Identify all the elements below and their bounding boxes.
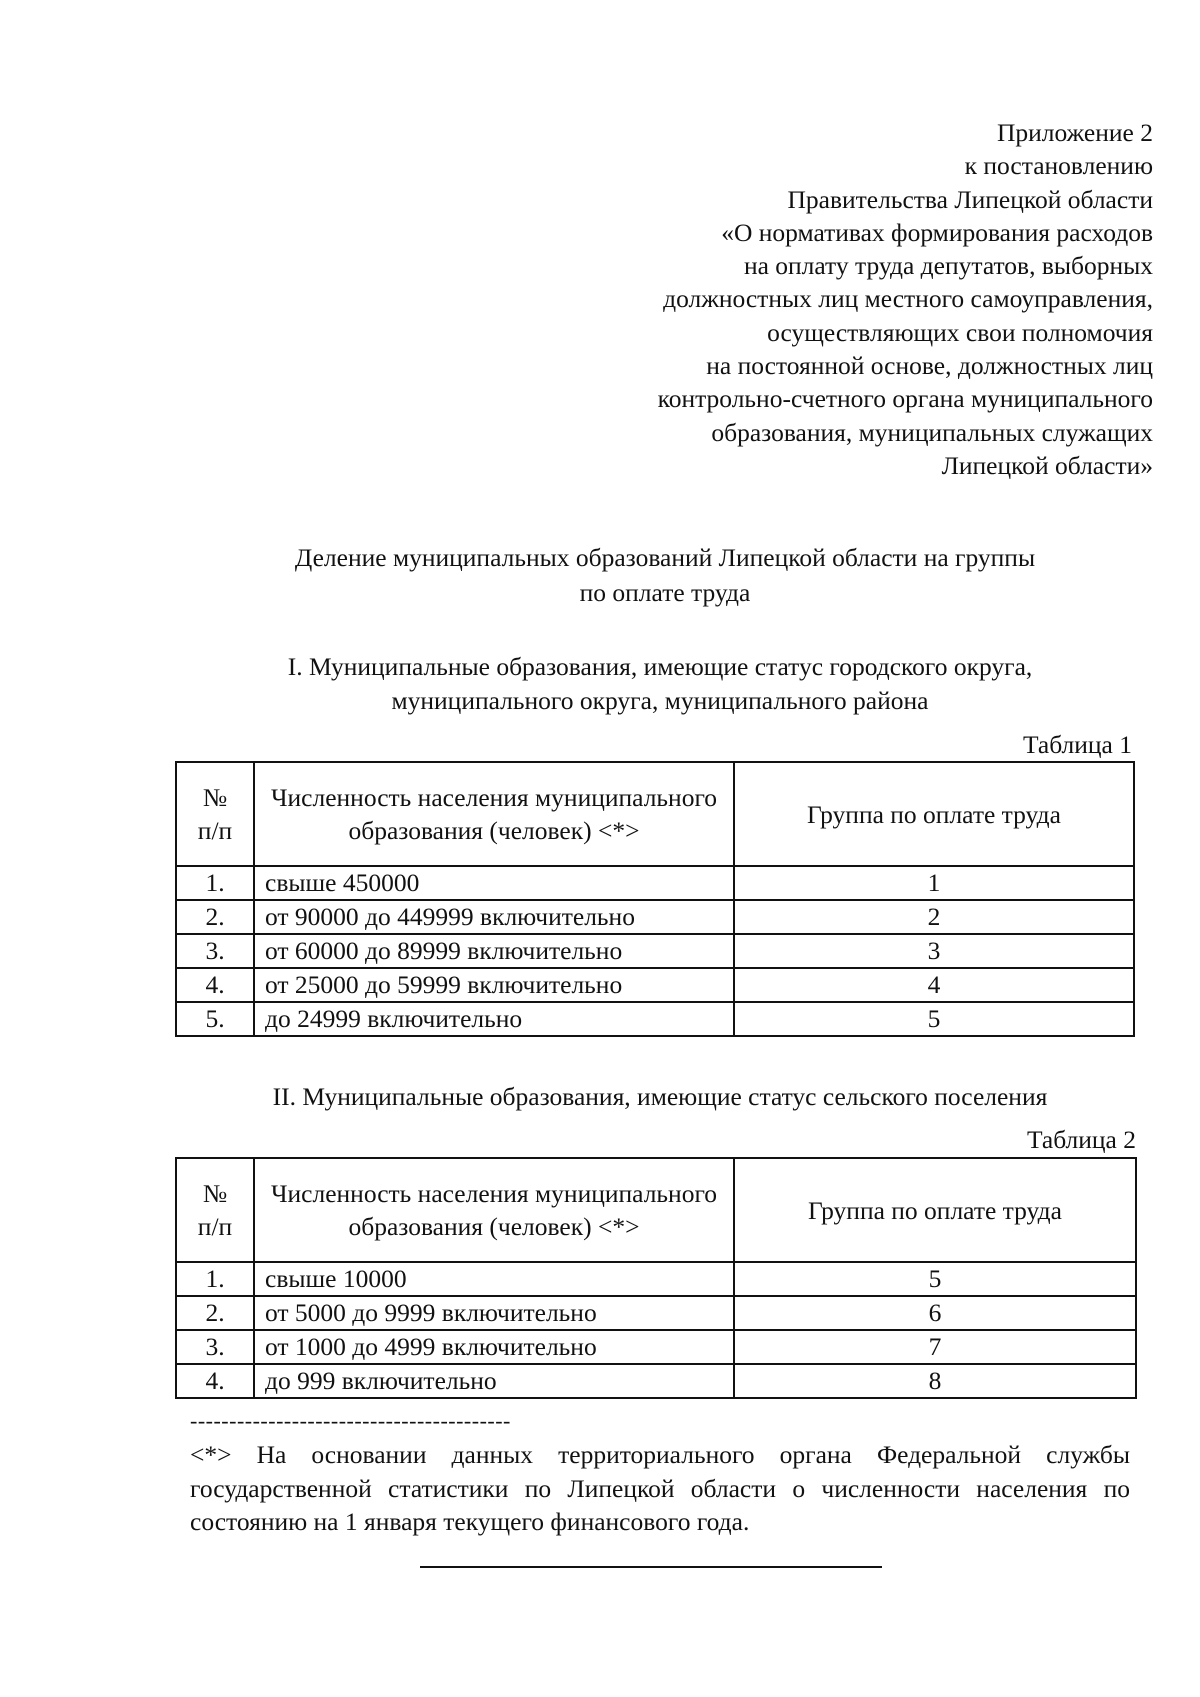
section-2-heading bbox=[0, 1080, 1200, 1114]
title-line-1: Деление муниципальных образований Липецкой области на группы bbox=[294, 543, 1036, 572]
table-row bbox=[176, 934, 1134, 968]
row-population: от 60000 до 89999 включительно bbox=[254, 934, 734, 968]
row-population: от 5000 до 9999 включительно bbox=[254, 1296, 734, 1330]
section-1-heading bbox=[0, 650, 1200, 718]
row-population: свыше 10000 bbox=[254, 1262, 734, 1296]
table-row bbox=[176, 1296, 1136, 1330]
section-2-line-1: II. Муниципальные образования, имеющие статус сельского поселения bbox=[272, 1082, 1048, 1111]
row-group: 6 bbox=[734, 1296, 1136, 1330]
header-group: Группа по оплате труда bbox=[734, 762, 1134, 866]
row-group: 7 bbox=[734, 1330, 1136, 1364]
row-num: 4. bbox=[176, 968, 254, 1002]
table-2-label: Таблица 2 bbox=[1026, 1125, 1136, 1154]
header-population: Численность населения муниципального образования (человек) <*> bbox=[254, 762, 734, 866]
section-1-line-2: муниципального округа, муниципального района bbox=[391, 686, 929, 715]
appendix-header bbox=[513, 116, 1153, 482]
row-group: 1 bbox=[734, 866, 1134, 900]
header-num: № п/п bbox=[176, 762, 254, 866]
table-row bbox=[176, 900, 1134, 934]
header-line: образования, муниципальных служащих bbox=[711, 417, 1153, 447]
table-2 bbox=[175, 1157, 1137, 1399]
footnote-separator: ----------------------------------------- bbox=[190, 1408, 511, 1433]
footnote-text: <*> На основании данных территориального органа Федеральной службы государственной статистики по Липецкой области о численности населения по состоянию на 1 января текущего финансового года. bbox=[190, 1440, 1130, 1536]
row-population: от 25000 до 59999 включительно bbox=[254, 968, 734, 1002]
header-line: Приложение 2 bbox=[997, 118, 1153, 147]
table-header-row bbox=[176, 1158, 1136, 1262]
header-line: на оплату труда депутатов, выборных bbox=[743, 251, 1153, 281]
row-num: 2. bbox=[176, 1296, 254, 1330]
table-row bbox=[176, 968, 1134, 1002]
row-group: 5 bbox=[734, 1002, 1134, 1036]
row-population: от 90000 до 449999 включительно bbox=[254, 900, 734, 934]
row-group: 5 bbox=[734, 1262, 1136, 1296]
row-group: 3 bbox=[734, 934, 1134, 968]
row-num: 3. bbox=[176, 934, 254, 968]
title-line-2: по оплате труда bbox=[579, 578, 751, 607]
section-1-line-1: I. Муниципальные образования, имеющие статус городского округа, bbox=[287, 652, 1033, 681]
header-line: осуществляющих свои полномочия bbox=[767, 317, 1153, 347]
header-group: Группа по оплате труда bbox=[734, 1158, 1136, 1262]
row-population: от 1000 до 4999 включительно bbox=[254, 1330, 734, 1364]
row-population: до 999 включительно bbox=[254, 1364, 734, 1398]
row-num: 2. bbox=[176, 900, 254, 934]
document-title bbox=[0, 540, 1200, 610]
header-line: Липецкой области» bbox=[941, 450, 1153, 480]
row-num: 1. bbox=[176, 866, 254, 900]
header-num: № п/п bbox=[176, 1158, 254, 1262]
table-1-label: Таблица 1 bbox=[1022, 730, 1132, 759]
row-num: 1. bbox=[176, 1262, 254, 1296]
row-num: 4. bbox=[176, 1364, 254, 1398]
row-group: 2 bbox=[734, 900, 1134, 934]
header-line: Правительства Липецкой области bbox=[787, 184, 1153, 214]
row-group: 4 bbox=[734, 968, 1134, 1002]
row-num: 5. bbox=[176, 1002, 254, 1036]
row-population: до 24999 включительно bbox=[254, 1002, 734, 1036]
table-header-row bbox=[176, 762, 1134, 866]
header-line: к постановлению bbox=[964, 151, 1153, 181]
end-divider bbox=[420, 1566, 882, 1568]
header-line: контрольно-счетного органа муниципального bbox=[657, 384, 1153, 414]
table-row bbox=[176, 1330, 1136, 1364]
header-line: «О нормативах формирования расходов bbox=[721, 217, 1153, 247]
table-row bbox=[176, 1002, 1134, 1036]
row-population: свыше 450000 bbox=[254, 866, 734, 900]
row-num: 3. bbox=[176, 1330, 254, 1364]
table-1 bbox=[175, 761, 1135, 1037]
header-line: должностных лиц местного самоуправления, bbox=[663, 284, 1153, 314]
table-row bbox=[176, 1364, 1136, 1398]
table-row bbox=[176, 866, 1134, 900]
header-population: Численность населения муниципального образования (человек) <*> bbox=[254, 1158, 734, 1262]
row-group: 8 bbox=[734, 1364, 1136, 1398]
header-line: на постоянной основе, должностных лиц bbox=[706, 351, 1153, 381]
table-row bbox=[176, 1262, 1136, 1296]
